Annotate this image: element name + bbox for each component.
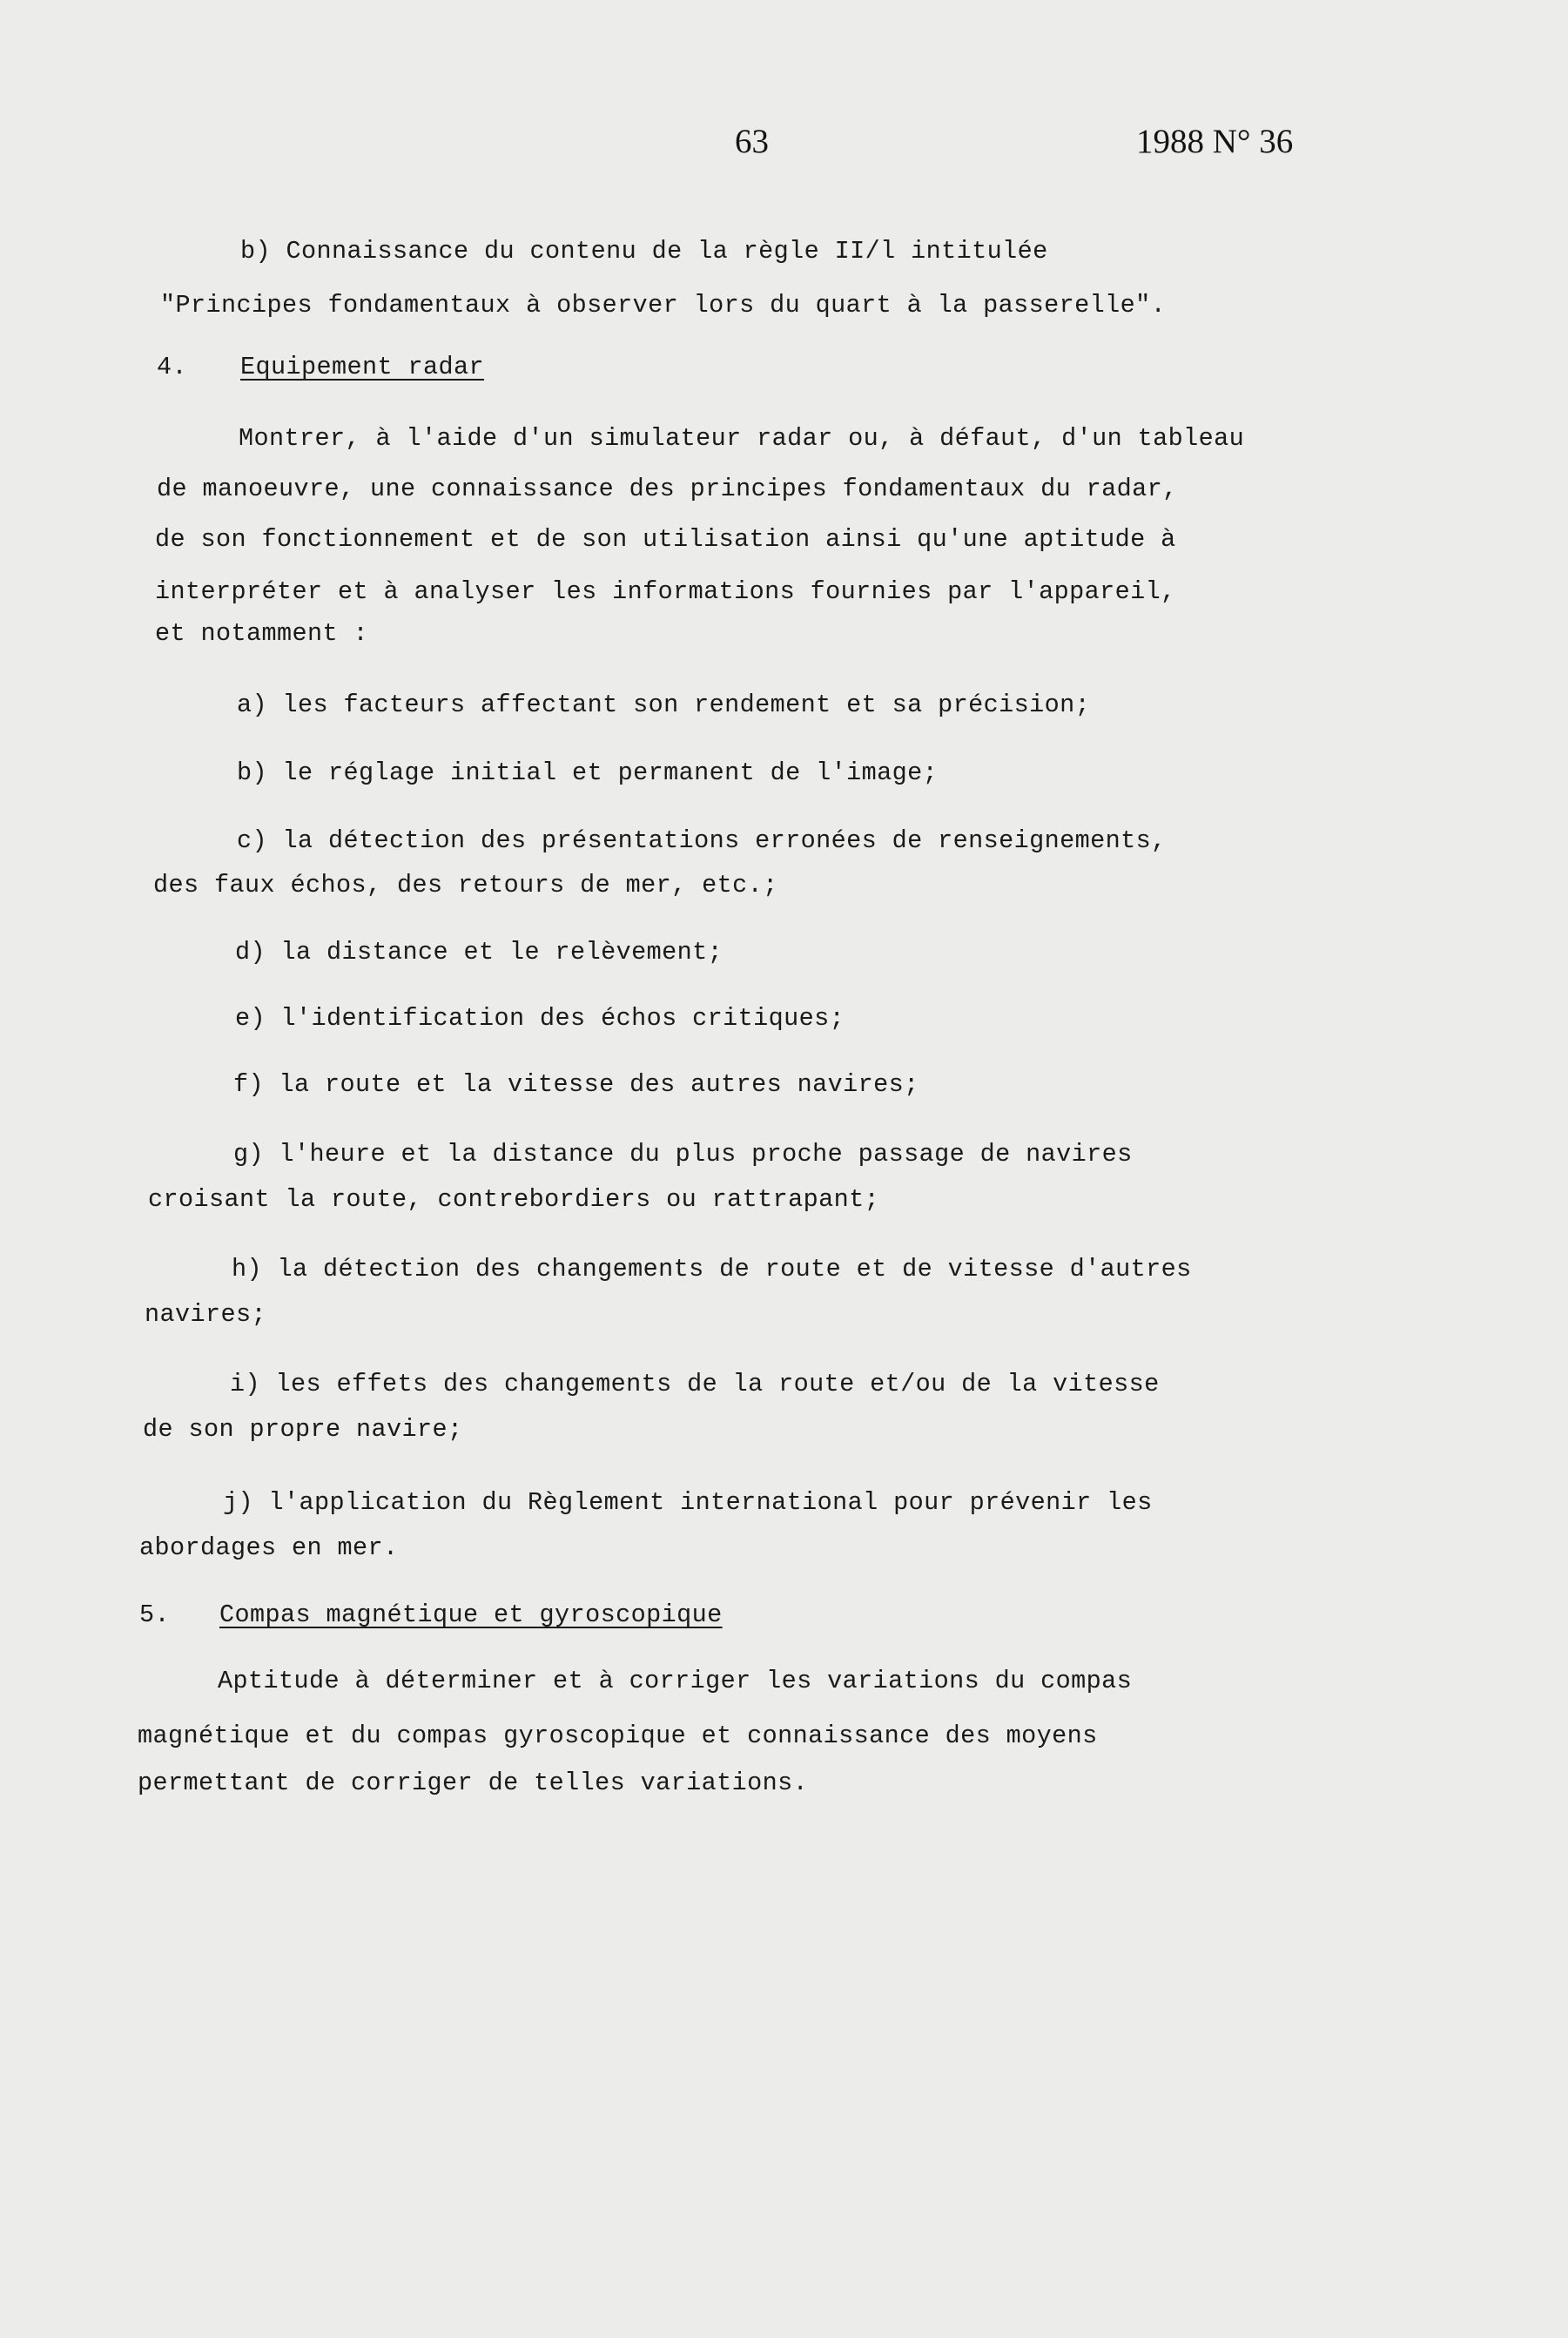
text-line: b) Connaissance du contenu de la règle II/l intitulée — [240, 237, 1048, 266]
list-item: d) la distance et le relèvement; — [235, 938, 723, 967]
text-line: "Principes fondamentaux à observer lors du quart à la passerelle". — [160, 291, 1167, 320]
page-number: 63 — [735, 123, 769, 160]
text-line: de son fonctionnement et de son utilisation ainsi qu'une aptitude à — [155, 525, 1176, 554]
list-item: i) les effets des changements de la route et/ou de la vitesse — [230, 1370, 1160, 1398]
list-item-continuation: croisant la route, contrebordiers ou rattrapant; — [148, 1185, 880, 1214]
list-item: g) l'heure et la distance du plus proche passage de navires — [233, 1140, 1133, 1169]
section-heading: Compas magnétique et gyroscopique — [219, 1600, 723, 1629]
section-number: 5. — [139, 1600, 171, 1629]
list-item: h) la détection des changements de route et de vitesse d'autres — [232, 1255, 1192, 1284]
text-line: permettant de corriger de telles variations. — [138, 1769, 809, 1797]
list-item: a) les facteurs affectant son rendement et sa précision; — [237, 691, 1091, 719]
list-item-continuation: des faux échos, des retours de mer, etc.; — [153, 871, 778, 899]
list-item: b) le réglage initial et permanent de l'image; — [237, 758, 939, 787]
list-item: c) la détection des présentations erronées de renseignements, — [237, 826, 1167, 855]
list-item: j) l'application du Règlement international pour prévenir les — [223, 1488, 1153, 1517]
text-line: magnétique et du compas gyroscopique et connaissance des moyens — [138, 1721, 1098, 1750]
text-line: de manoeuvre, une connaissance des principes fondamentaux du radar, — [157, 475, 1178, 503]
list-item-continuation: de son propre navire; — [143, 1415, 463, 1444]
issue-reference: 1988 N° 36 — [1136, 123, 1294, 160]
list-item: e) l'identification des échos critiques; — [235, 1004, 845, 1033]
text-line: Aptitude à déterminer et à corriger les variations du compas — [218, 1667, 1133, 1695]
list-item-continuation: navires; — [145, 1300, 267, 1329]
list-item: f) la route et la vitesse des autres navires; — [233, 1070, 919, 1099]
section-number: 4. — [157, 353, 188, 381]
text-line: interpréter et à analyser les informations fournies par l'appareil, — [155, 577, 1176, 606]
section-heading: Equipement radar — [240, 353, 485, 381]
text-line: et notamment : — [155, 619, 369, 648]
list-item-continuation: abordages en mer. — [139, 1533, 399, 1562]
text-line: Montrer, à l'aide d'un simulateur radar ou, à défaut, d'un tableau — [239, 424, 1245, 453]
